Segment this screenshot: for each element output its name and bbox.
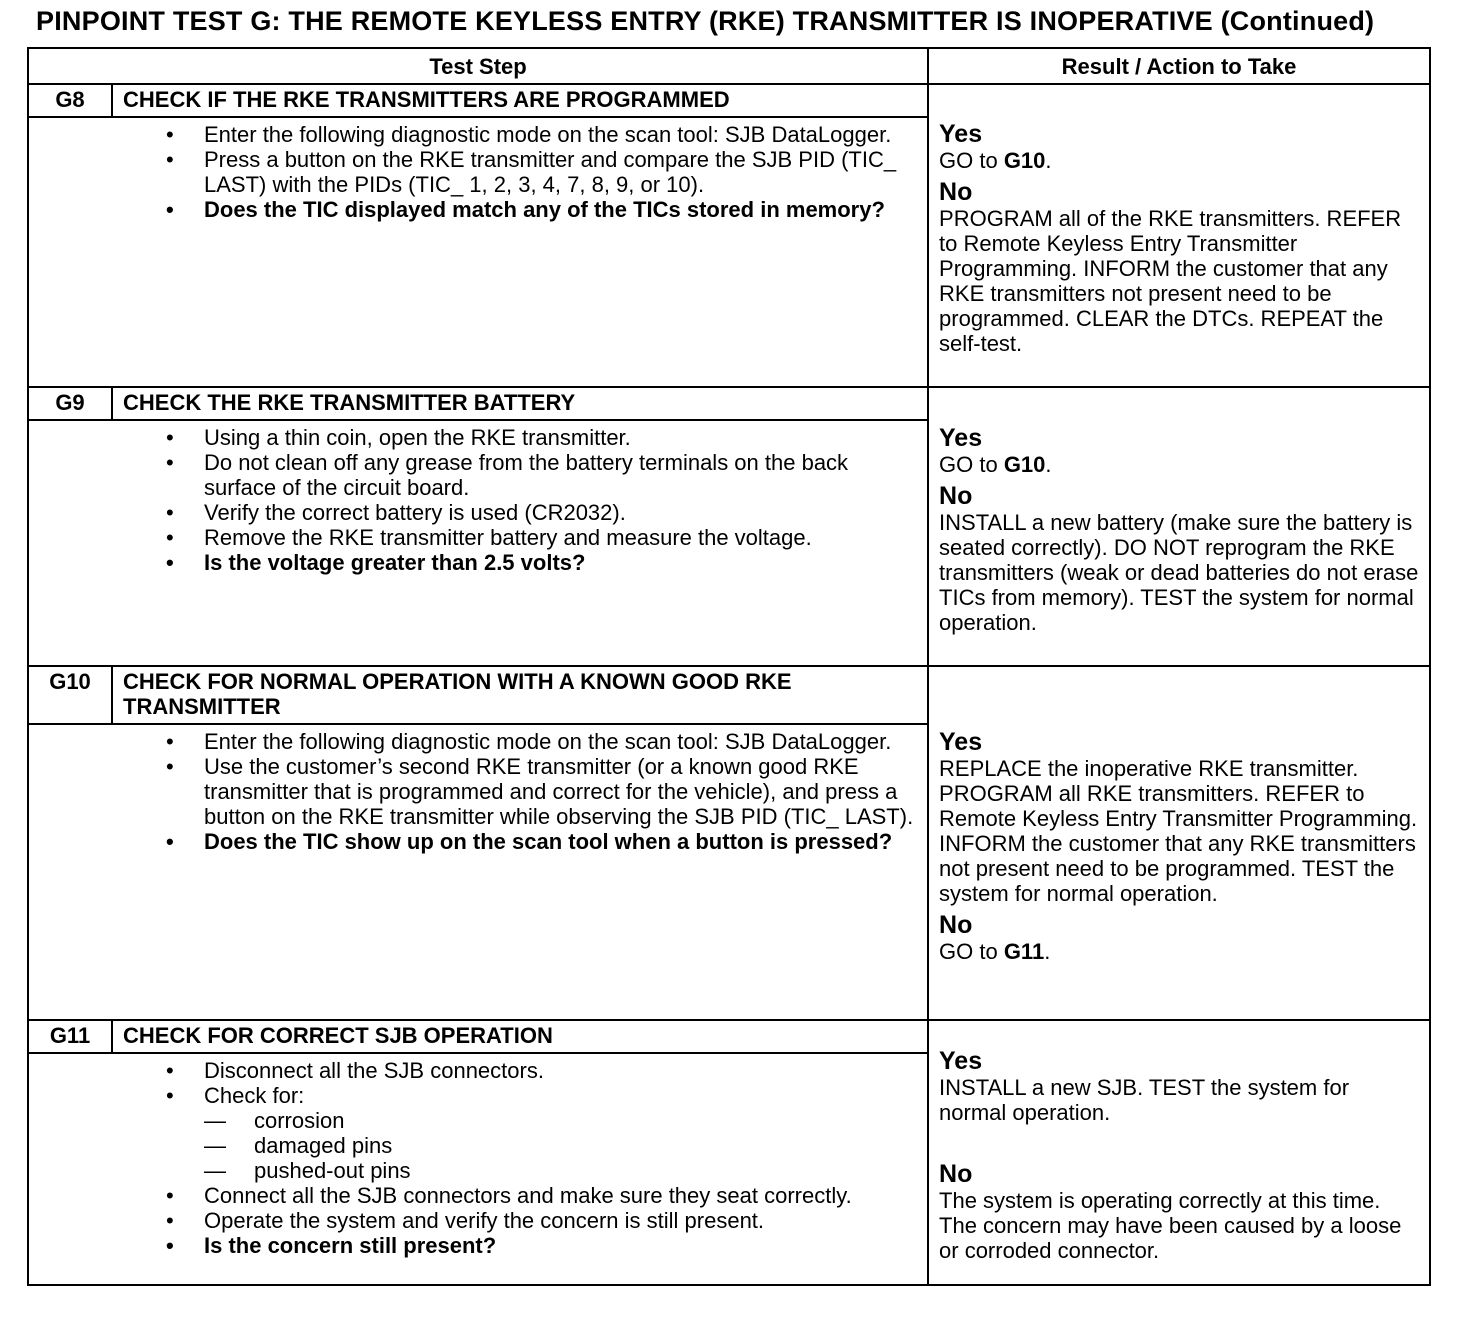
page-title: PINPOINT TEST G: THE REMOTE KEYLESS ENTRY (RKE) TRANSMITTER IS INOPERATIVE (Continued) [36, 6, 1375, 36]
yes-action: GO to G10. [939, 148, 1052, 173]
step-id: G11 [28, 1020, 112, 1053]
table-header-row [28, 48, 1430, 84]
list-item: • Do not clean off any grease from the battery terminals on the back surface of the circuit board. [204, 450, 919, 500]
list-item: • Press a button on the RKE transmitter and compare the SJB PID (TIC_ LAST) with the PIDs (TIC_ 1, 2, 3, 4, 7, 8, 9, or 10). [204, 147, 919, 197]
step-bullet-list [112, 729, 919, 854]
yes-action: REPLACE the inoperative RKE transmitter. PROGRAM all RKE transmitters. REFER to Remote Keyless Entry Transmitter Programming. INFORM the customer that any RKE transmitters not present need to be programmed. TEST the system for normal operation. [939, 755, 1418, 906]
step-title: CHECK FOR NORMAL OPERATION WITH A KNOWN GOOD RKE TRANSMITTER [112, 666, 928, 724]
step-reference: G11 [1003, 938, 1045, 964]
yes-label: Yes [939, 120, 983, 148]
step-id: G9 [28, 387, 112, 420]
no-action: The system is operating correctly at this time. The concern may have been caused by a loose or corroded connector. [939, 1188, 1402, 1263]
list-item: • Verify the correct battery is used (CR2032). [204, 500, 919, 525]
step-title: CHECK FOR CORRECT SJB OPERATION [112, 1020, 928, 1053]
header-test-step: Test Step [28, 48, 928, 84]
step-title: CHECK IF THE RKE TRANSMITTERS ARE PROGRAMMED [112, 84, 928, 117]
step-title: CHECK THE RKE TRANSMITTER BATTERY [112, 387, 928, 420]
no-action: INSTALL a new battery (make sure the battery is seated correctly). DO NOT reprogram the RKE transmitters (weak or dead batteries do not erase TICs from memory). TEST the system for normal operation. [939, 509, 1419, 635]
step-bullet-list [112, 1058, 919, 1258]
header-result-action: Result / Action to Take [928, 48, 1430, 84]
no-label: No [939, 481, 973, 510]
no-action: GO to G11. [939, 938, 1051, 964]
list-item: • Using a thin coin, open the RKE transmitter. [204, 425, 919, 450]
step-reference: G10 [1003, 148, 1046, 173]
no-label: No [939, 1160, 973, 1188]
list-item: • Connect all the SJB connectors and make sure they seat correctly. [204, 1183, 919, 1208]
step-g9-result [928, 387, 1430, 666]
pinpoint-test-table [27, 47, 1431, 1286]
yes-action: GO to G10. [939, 451, 1052, 477]
list-item: • Disconnect all the SJB connectors. [204, 1058, 919, 1083]
list-item: • Enter the following diagnostic mode on the scan tool: SJB DataLogger. [204, 729, 919, 754]
yes-label: Yes [939, 1047, 983, 1075]
no-action: PROGRAM all of the RKE transmitters. REFER to Remote Keyless Entry Transmitter Programming. INFORM the customer that any RKE transmitters not present need to be programmed. CLEAR the DTCs. REPEAT the self-test. [939, 206, 1402, 356]
step-g8-result [928, 84, 1430, 387]
step-question: • Does the TIC show up on the scan tool when a button is pressed? [204, 829, 919, 854]
step-g11-title-row [28, 1020, 1430, 1053]
step-id: G8 [28, 84, 112, 117]
step-g10-title-row [28, 666, 1430, 724]
step-question: • Is the voltage greater than 2.5 volts? [204, 550, 919, 575]
yes-label: Yes [939, 423, 983, 452]
sub-list-item: — corrosion [254, 1108, 919, 1133]
yes-label: Yes [939, 727, 983, 756]
step-question: • Is the concern still present? [204, 1233, 919, 1258]
step-question: • Does the TIC displayed match any of the TICs stored in memory? [204, 197, 919, 222]
no-label: No [939, 178, 973, 206]
list-item: • Check for: — corrosion — damaged pins — pushed-out pins [204, 1083, 919, 1183]
list-item: • Enter the following diagnostic mode on the scan tool: SJB DataLogger. [204, 122, 919, 147]
step-id: G10 [28, 666, 112, 724]
list-item: • Operate the system and verify the concern is still present. [204, 1208, 919, 1233]
sub-list-item: — damaged pins [254, 1133, 919, 1158]
list-item: • Remove the RKE transmitter battery and measure the voltage. [204, 525, 919, 550]
yes-action: INSTALL a new SJB. TEST the system for normal operation. [939, 1075, 1350, 1125]
step-bullet-list [112, 122, 919, 222]
sub-list [204, 1108, 919, 1183]
step-g10-result [928, 666, 1430, 1020]
sub-list-item: — pushed-out pins [254, 1158, 919, 1183]
step-g8-title-row [28, 84, 1430, 117]
step-bullet-list [112, 425, 919, 575]
step-reference: G10 [1003, 451, 1046, 477]
list-item: • Use the customer’s second RKE transmitter (or a known good RKE transmitter that is programmed and correct for the vehicle), and press a button on the RKE transmitter while observing the SJB PID (TIC_ LAST). [204, 754, 919, 829]
step-g9-title-row [28, 387, 1430, 420]
step-g11-result [928, 1020, 1430, 1285]
no-label: No [939, 910, 973, 939]
